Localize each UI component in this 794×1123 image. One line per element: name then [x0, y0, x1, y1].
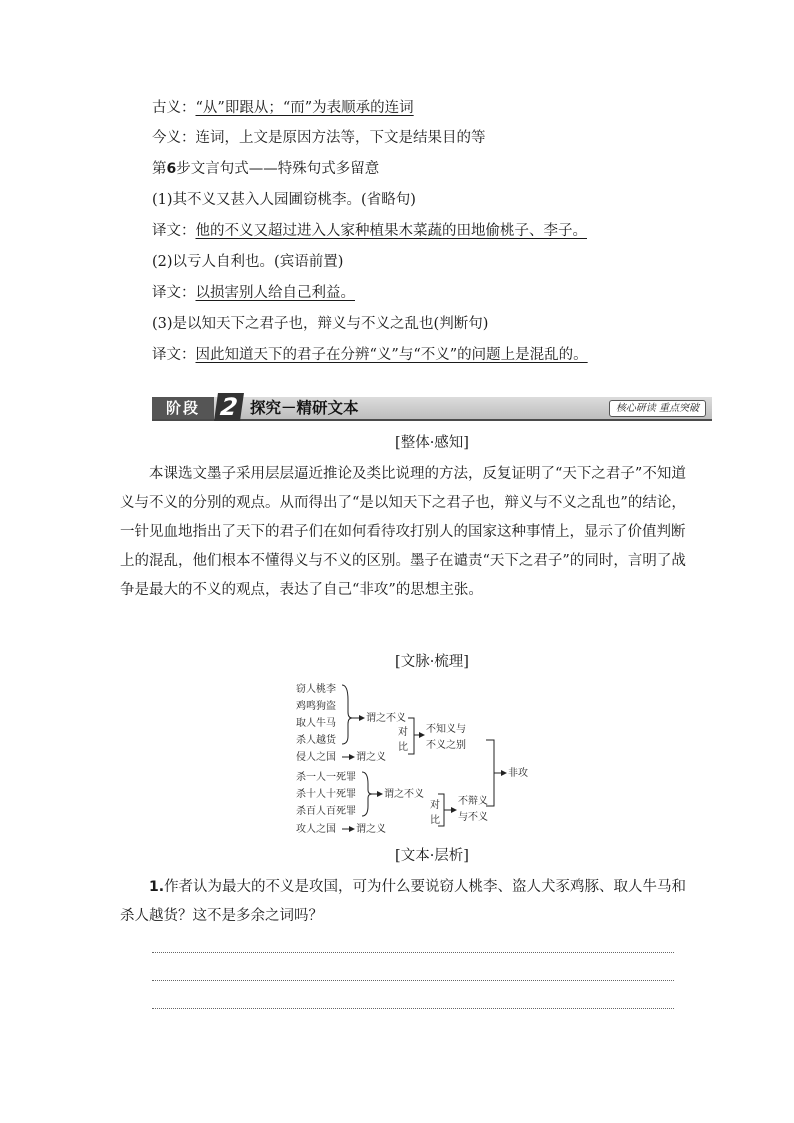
- conclusion2-a: 不辩义: [458, 796, 488, 807]
- conclusion1-a: 不知义与: [426, 724, 466, 735]
- diagram-item: 杀人越货: [296, 735, 336, 746]
- diagram-item: 鸡鸣狗盗: [296, 701, 336, 712]
- stage-number: 2: [214, 393, 244, 421]
- section-heading-structure: [文脉·梳理]: [395, 654, 469, 670]
- step6-heading: [152, 159, 379, 179]
- contrast1-char-a: 对: [398, 727, 408, 738]
- step-title: 步文言句式——特殊句式多留意: [176, 161, 380, 177]
- translation-label: 译文：: [152, 285, 196, 301]
- contrast-bracket-1: [408, 718, 414, 754]
- question-text: 作者认为最大的不义是攻国，可为什么要说窃人桃李、盗人犬豕鸡豚、取人牛马和杀人越货？这不是多余之词吗？: [120, 879, 687, 924]
- jin-yi-line: 今义：连词，上文是原因方法等，下文是结果目的等: [152, 130, 486, 146]
- gu-yi-line: [152, 98, 414, 118]
- section-heading-overview: [整体·感知]: [395, 435, 469, 451]
- answer-line[interactable]: [152, 1008, 674, 1009]
- conclusion1-b: 不义之别: [426, 740, 466, 751]
- overview-paragraph: 本课选文墨子采用层层逼近推论及类比说理的方法，反复证明了“天下之君子”不知道义与不义的分别的观点。从而得出了“是以知天下之君子也，辩义与不义之乱也”的结论，一针见血地指出了天下的君子们在如何看待攻打别人的国家这种事情上，显示了价值判断上的混乱，他们根本不懂得义与不义的区别。墨子在谴责“天下之君子”的同时，言明了战争是最大的不义的观点，表达了自己“非攻”的思想主张。: [120, 466, 686, 598]
- structure-diagram-svg: [290, 680, 550, 840]
- group1-result: 谓之不义: [366, 713, 406, 724]
- stage-label: 阶段: [152, 397, 214, 419]
- sentence-3: (3)是以知天下之君子也，辩义与不义之乱也(判断句): [152, 316, 489, 332]
- attack2-label: 攻人之国: [296, 824, 336, 835]
- gu-yi-label: 古义：: [152, 100, 196, 116]
- translation-1-answer: 他的不义又超过进入人家种植果木菜蔬的田地偷桃子、李子。: [195, 223, 587, 239]
- stage-title: 探究－精研文本: [250, 399, 359, 417]
- final-label: 非攻: [508, 768, 528, 779]
- diagram-item: 取人牛马: [296, 718, 336, 729]
- section-heading-analysis: [文本·层析]: [395, 848, 469, 864]
- conclusion2-b: 与不义: [458, 812, 488, 823]
- translation-3-answer: 因此知道天下的君子在分辨“义”与“不义”的问题上是混乱的。: [195, 347, 588, 363]
- diagram-item: 杀一人一死罪: [296, 772, 356, 783]
- stage-tag: 核心研读 重点突破: [609, 400, 706, 417]
- gu-yi-answer: “从”即跟从；“而”为表顺承的连词: [195, 100, 414, 116]
- step-prefix: 第: [152, 161, 167, 177]
- question-1: [120, 873, 694, 931]
- translation-2-line: [152, 283, 355, 303]
- contrast1-char-b: 比: [398, 742, 408, 753]
- brace-2: [362, 772, 372, 816]
- contrast2-char-a: 对: [430, 800, 440, 811]
- question-number: 1.: [149, 879, 165, 895]
- brace-1: [342, 685, 352, 744]
- diagram-item: 杀百人百死罪: [296, 806, 356, 817]
- translation-label: 译文：: [152, 223, 196, 239]
- sentence-1: (1)其不义又甚入人园圃窃桃李。(省略句): [152, 192, 416, 208]
- stage-banner: [152, 393, 712, 423]
- translation-label: 译文：: [152, 347, 196, 363]
- diagram-item: 杀十人十死罪: [296, 789, 356, 800]
- translation-2-answer: 以损害别人给自己利益。: [195, 285, 355, 301]
- attack2-result: 谓之义: [356, 824, 386, 835]
- structure-diagram: [290, 680, 550, 840]
- attack1-result: 谓之义: [356, 752, 386, 763]
- translation-3-line: [152, 345, 588, 365]
- sentence-2: (2)以亏人自利也。(宾语前置): [152, 254, 344, 270]
- answer-line[interactable]: [152, 952, 674, 953]
- contrast2-char-b: 比: [430, 815, 440, 826]
- answer-line[interactable]: [152, 980, 674, 981]
- translation-1-line: [152, 221, 587, 241]
- group2-result: 谓之不义: [384, 789, 424, 800]
- step-number: 6: [166, 161, 177, 177]
- attack1-label: 侵人之国: [296, 752, 336, 763]
- diagram-item: 窃人桃李: [296, 684, 336, 695]
